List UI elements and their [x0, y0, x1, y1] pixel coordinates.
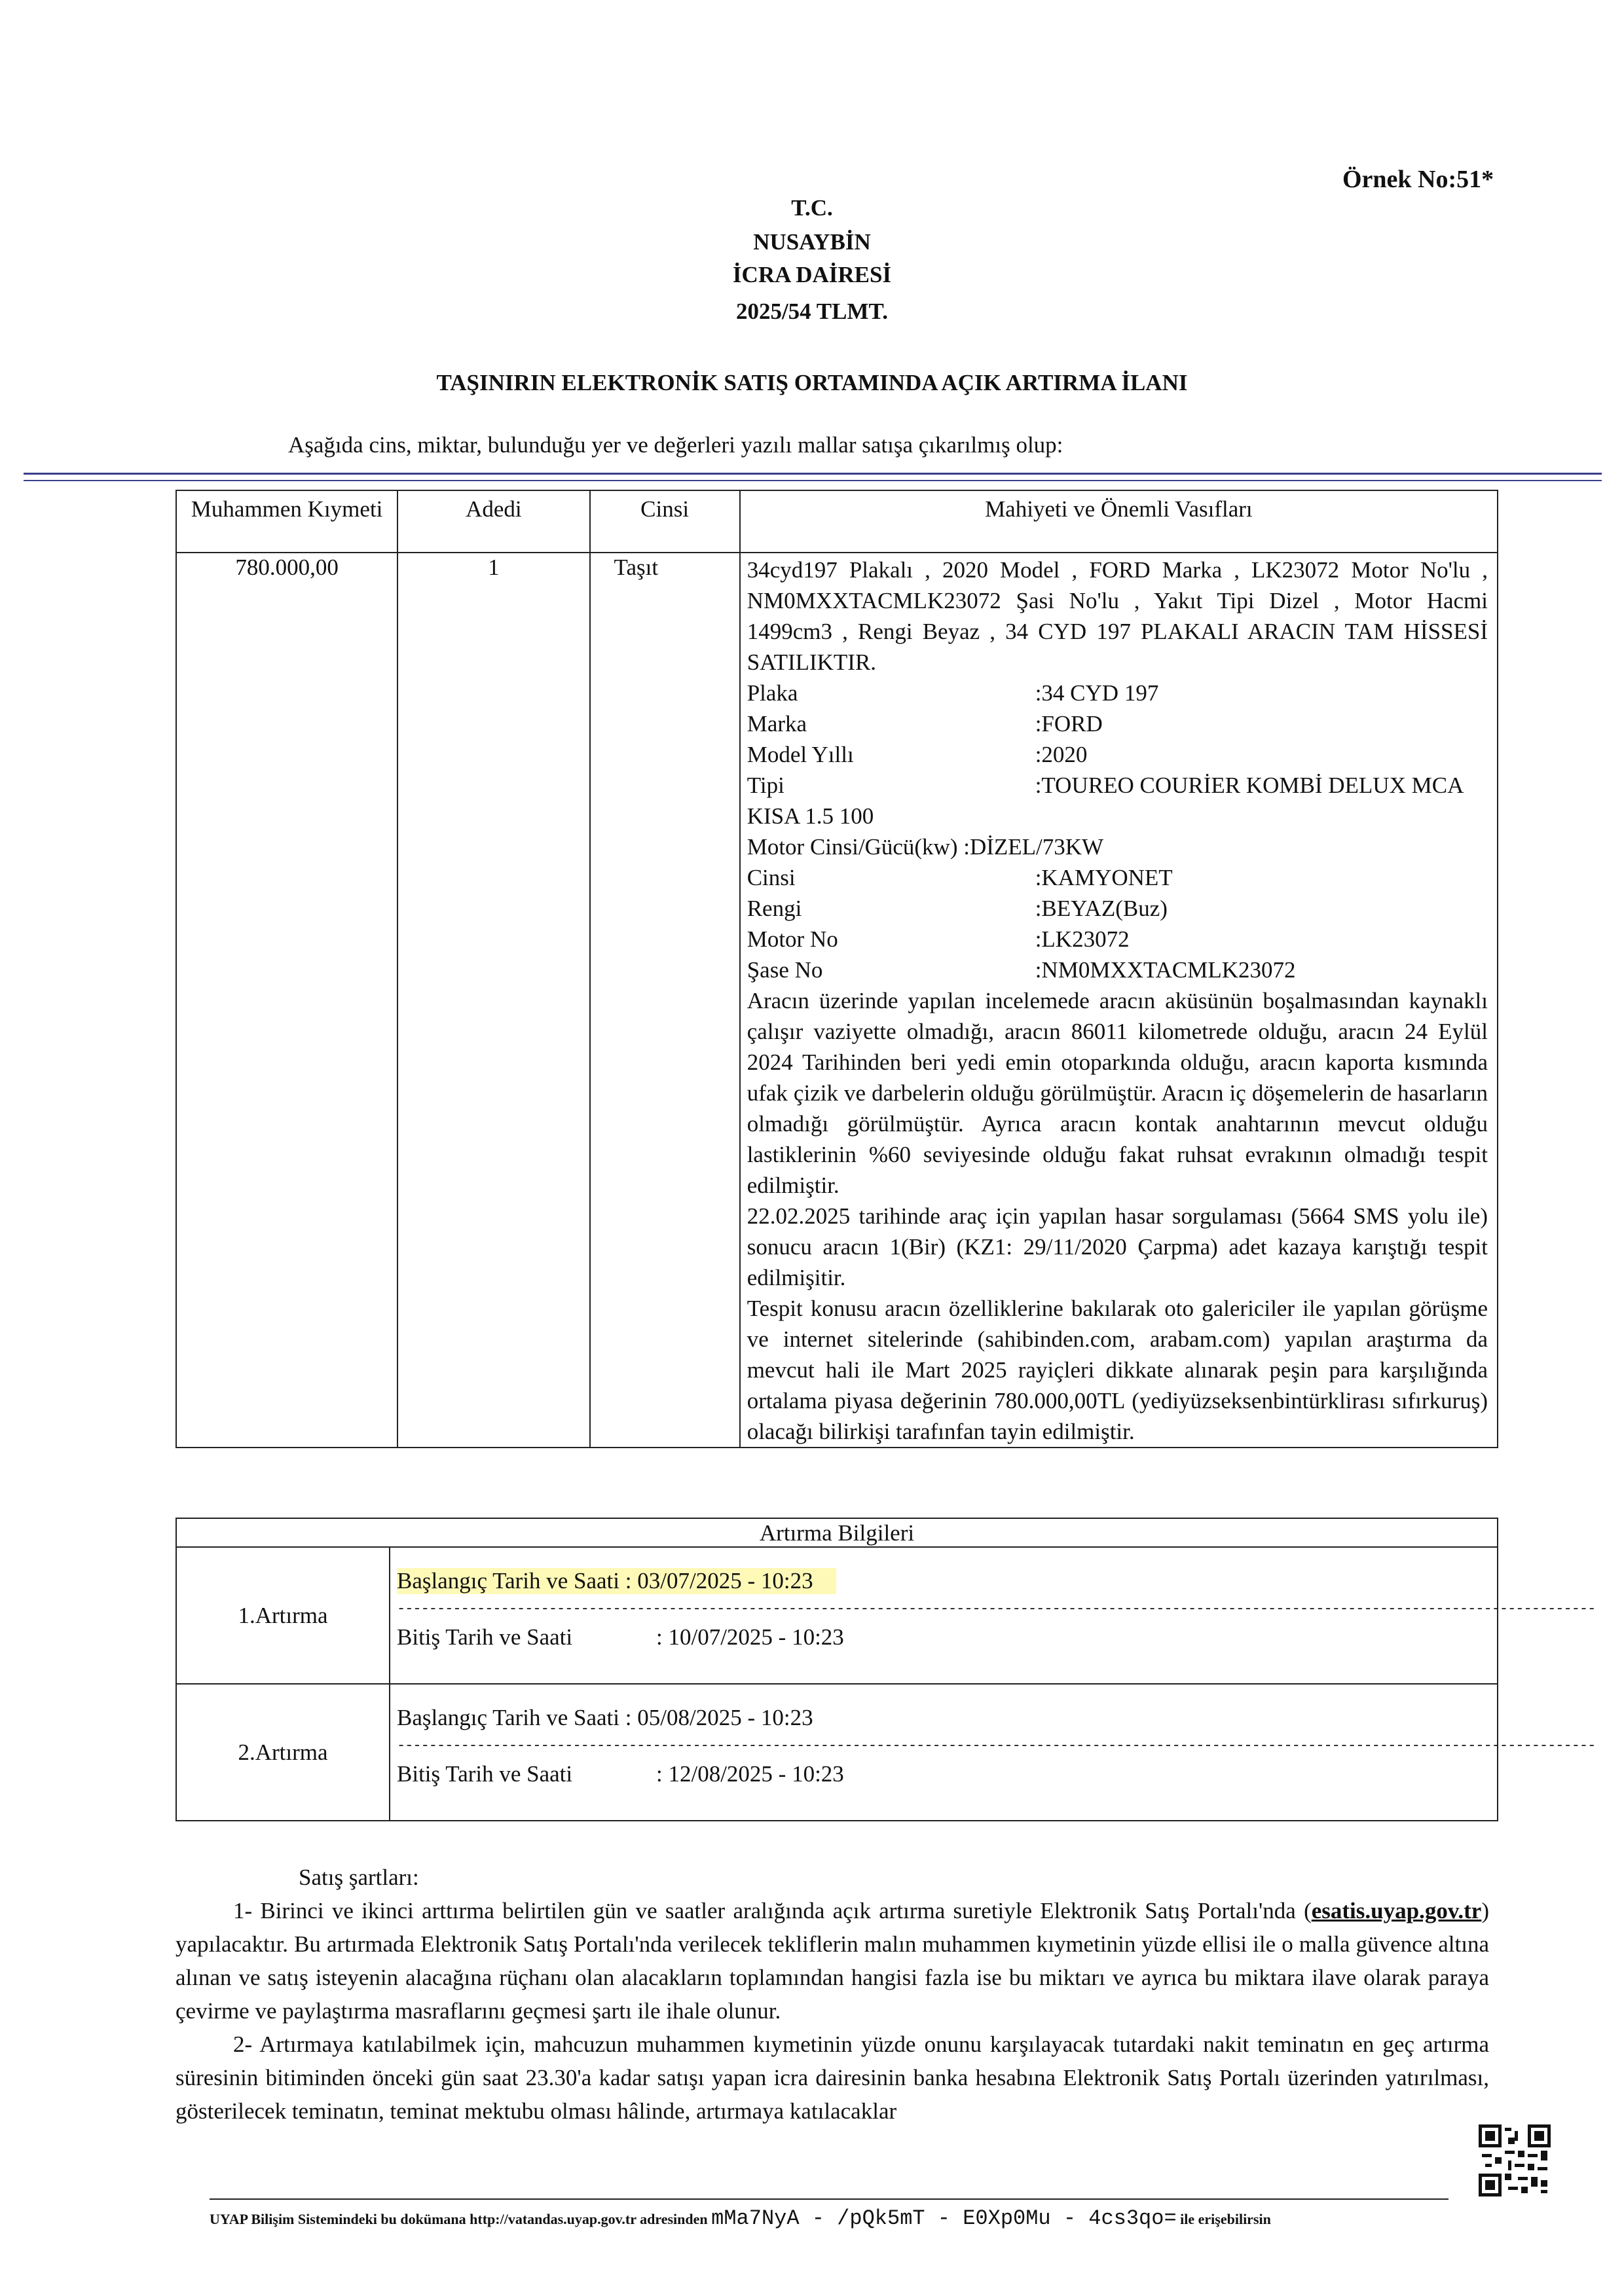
verification-code: mMa7NyA - /pQk5mT - E0Xp0Mu - 4cs3qo=: [711, 2206, 1177, 2231]
document-title: TAŞINIRIN ELEKTRONİK SATIŞ ORTAMINDA AÇIK ARTIRMA İLANI: [436, 370, 1188, 395]
terms-item-1: [175, 1894, 1489, 2028]
end-date-value: : 12/08/2025 - 10:23: [656, 1761, 844, 1787]
header-line-2: NUSAYBİN: [753, 229, 871, 255]
spec-row: [747, 770, 1488, 801]
spec-key: Marka: [747, 711, 807, 737]
col-header-count: Adedi: [397, 490, 589, 553]
cell-count: 1: [397, 553, 589, 1448]
spec-row: [747, 862, 1488, 893]
round-name: 1.Artırma: [176, 1547, 390, 1684]
spec-value: :TOUREO COURİER KOMBİ DELUX MCA: [1035, 773, 1464, 798]
start-date-row: [397, 1565, 1497, 1597]
col-header-type: Cinsi: [590, 490, 740, 553]
cell-value: 780.000,00: [176, 553, 397, 1448]
vehicle-summary: 34cyd197 Plakalı , 2020 Model , FORD Marka , LK23072 Motor No'lu , NM0MXXTACMLK23072 Şasi No'lu , Yakıt Tipi Dizel , Motor Hacmi 1499cm3 , Rengi Beyaz , 34 CYD 197 PLAKALI ARACIN TAM HİSSESİ SATILIKTIR.: [747, 557, 1488, 675]
auction-round: [176, 1547, 1498, 1684]
start-date-row: [397, 1702, 1497, 1734]
start-date-value: : 03/07/2025 - 10:23: [625, 1568, 813, 1594]
round-dates: [390, 1684, 1596, 1821]
inspection-paragraph: Aracın üzerinde yapılan incelemede aracın aküsünün boşalmasından kaynaklı çalışır vaziyette olmadığı, aracın 86011 kilometrede olduğu, aracın 24 Eylül 2024 Tarihinden beri yedi emin otoparkında olduğu, aracın kaporta kısmında ufak çizik ve darbelerin olduğu görülmüştür. Aracın iç döşemelerin de hasarların olmadığı görülmüştür. Ayrıca aracın kontak anahtarının mevcut olduğu lastiklerinin %60 seviyesinde olduğu fakat ruhsat evrakının olmadığı tespit edilmiştir.: [747, 988, 1488, 1198]
start-date-label: Başlangıç Tarih ve Saati: [397, 1705, 620, 1730]
spec-value: :34 CYD 197: [1035, 680, 1159, 706]
sample-number: Örnek No:51*: [1342, 166, 1494, 193]
auction-table: [175, 1518, 1596, 1821]
spec-row: [747, 708, 1488, 739]
end-date-row: [397, 1621, 1497, 1654]
qr-code-icon: [1479, 2124, 1551, 2196]
spec-key: Model Yıllı: [747, 742, 854, 767]
spec-row: [747, 893, 1488, 924]
auction-round: [176, 1684, 1498, 1821]
col-header-value: Muhammen Kıymeti: [176, 490, 397, 553]
cell-type: Taşıt: [590, 553, 740, 1448]
footer-suffix: ile erişebilirsin: [1180, 2211, 1271, 2227]
spec-value: :BEYAZ(Buz): [1035, 896, 1168, 921]
footer-text: [210, 2206, 1271, 2231]
spec-continuation: KISA 1.5 100: [747, 803, 874, 829]
footer-prefix: UYAP Bilişim Sistemindeki bu dokümana http://vatandas.uyap.gov.tr adresinden: [210, 2211, 708, 2227]
spec-row: [747, 739, 1488, 770]
spec-key: Tipi: [747, 773, 784, 798]
end-date-label: Bitiş Tarih ve Saati: [397, 1761, 573, 1787]
start-date-highlight: [397, 1568, 836, 1594]
col-header-description: Mahiyeti ve Önemli Vasıfları: [740, 490, 1498, 553]
spec-value: :2020: [1035, 742, 1088, 767]
spec-key: Motor No: [747, 926, 838, 952]
divider-line: [24, 473, 1602, 475]
start-date-value: : 05/08/2025 - 10:23: [625, 1705, 813, 1730]
terms-item-1-text-cont: ) yapılacaktır. Bu artırmada Elektronik Satış Portalı'nda verilecek tekliflerin malın muhammen kıymetinin yüzde ellisi ile o malla güvence altına alınan ve satış isteyenin alacağına rüçhanı olan alacakların toplamından hangisi fazla ise bu miktarı ve ayrıca bu miktara ilave olarak paraya çevirme ve paylaştırma masraflarını geçmesi şartı ile ihale olunur.: [175, 1898, 1489, 2024]
file-number: 2025/54 TLMT.: [735, 299, 889, 324]
table-row: [176, 553, 1498, 1448]
end-date-row: [397, 1758, 1497, 1791]
spec-row: [747, 924, 1488, 955]
spec-row: [747, 678, 1488, 708]
start-date-label: Başlangıç Tarih ve Saati: [397, 1568, 620, 1594]
end-date-value: : 10/07/2025 - 10:23: [656, 1624, 844, 1650]
goods-table-header: [176, 490, 1498, 553]
header-line-1: T.C.: [791, 195, 833, 221]
sale-terms: [175, 1861, 1489, 2128]
round-name: 2.Artırma: [176, 1684, 390, 1821]
header-line-3: İCRA DAİRESİ: [732, 262, 892, 287]
footer-divider: [210, 2198, 1449, 2200]
spec-key: Şase No: [747, 957, 823, 983]
terms-item-2: 2- Artırmaya katılabilmek için, mahcuzun muhammen kıymetinin yüzde onunu karşılayacak tutardaki nakit teminatın en geç artırma süresinin bitiminden önceki gün saat 23.30'a kadar satışı yapan icra dairesinin banka hesabına Elektronik Satış Portalı üzerinden yatırılması, gösterilecek teminatın, teminat mektubu olması hâlinde, artırmaya katılacaklar: [175, 2032, 1489, 2124]
spec-key: Cinsi: [747, 865, 796, 890]
spec-value: :KAMYONET: [1035, 865, 1173, 890]
auction-heading: Artırma Bilgileri: [176, 1518, 1498, 1547]
spec-value: :NM0MXXTACMLK23072: [1035, 957, 1296, 983]
spec-value: :FORD: [1035, 711, 1103, 737]
divider-line: [24, 480, 1602, 481]
terms-title: Satış şartları:: [299, 1865, 419, 1890]
cell-description: [740, 553, 1498, 1448]
dash-separator: ------------------------------------------------------------------------------------------------------------------------------------------------------: [397, 1601, 1596, 1617]
round-dates: [390, 1547, 1596, 1684]
motor-spec: Motor Cinsi/Gücü(kw) :DİZEL/73KW: [747, 834, 1104, 860]
goods-table: [175, 490, 1498, 1448]
dash-separator: ------------------------------------------------------------------------------------------------------------------------------------------------------: [397, 1738, 1596, 1754]
damage-paragraph: 22.02.2025 tarihinde araç için yapılan hasar sorgulaması (5664 SMS yolu ile) sonucu aracın 1(Bir) (KZ1: 29/11/2020 Çarpma) adet kazaya karıştığı tespit edilmişitir.: [747, 1203, 1488, 1290]
spec-row: [747, 955, 1488, 985]
spec-key: Plaka: [747, 680, 798, 706]
esatis-link[interactable]: esatis.uyap.gov.tr: [1311, 1898, 1482, 1923]
end-date-label: Bitiş Tarih ve Saati: [397, 1624, 573, 1650]
terms-item-1-text: 1- Birinci ve ikinci arttırma belirtilen gün ve saatler aralığında açık artırma suretiyle Elektronik Satış Portalı'nda (: [233, 1898, 1312, 1923]
intro-text: Aşağıda cins, miktar, bulunduğu yer ve değerleri yazılı mallar satışa çıkarılmış olup:: [288, 432, 1063, 458]
valuation-paragraph: Tespit konusu aracın özelliklerine bakılarak oto galericiler ile yapılan görüşme ve internet sitelerinde (sahibinden.com, arabam.com) yapılan araştırma da mevcut hali ile Mart 2025 rayiçleri dikkate alınarak peşin para karşılığında ortalama piyasa değerinin 780.000,00TL (yediyüzseksenbintürklirası sıfırkuruş) olacağı bilirkişi tarafınfan tayin edilmiştir.: [747, 1296, 1488, 1444]
spec-key: Rengi: [747, 896, 802, 921]
spec-value: :LK23072: [1035, 926, 1130, 952]
